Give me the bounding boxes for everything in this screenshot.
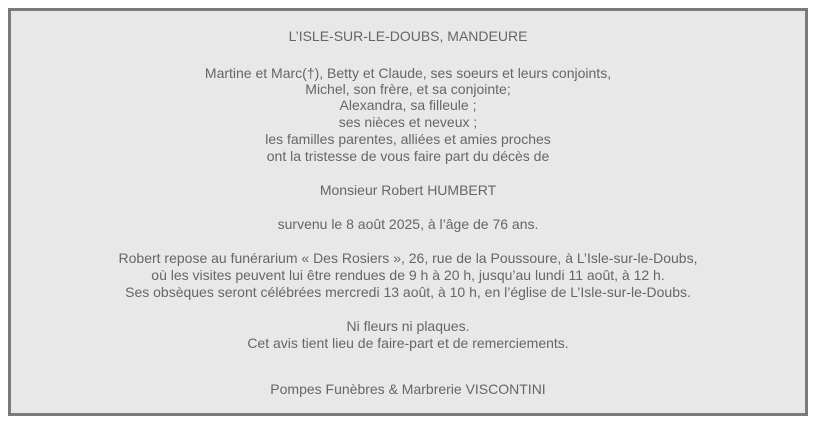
closing-line-2: Cet avis tient lieu de faire-part et de remerciements. (247, 335, 569, 351)
arrangement-line-1: Robert repose au funérarium « Des Rosiers », 26, rue de la Poussoure, à L’Isle-sur-le-Doubs, (118, 250, 698, 266)
family-line-2: Michel, son frère, et sa conjointe; (305, 81, 511, 97)
arrangement-line-3: Ses obsèques seront célébrées mercredi 13 août, à 10 h, en l’église de L’Isle-sur-le-Doubs. (125, 284, 691, 300)
obituary-notice (8, 8, 808, 416)
family-line-3: Alexandra, sa filleule ; (339, 97, 477, 113)
family-line-4: ses nièces et neveux ; (338, 114, 478, 130)
location-heading: L’ISLE-SUR-LE-DOUBS, MANDEURE (288, 28, 528, 44)
arrangement-line-2: où les visites peuvent lui être rendues de 9 h à 20 h, jusqu’au lundi 11 août, à 12 h. (151, 267, 665, 283)
death-info: survenu le 8 août 2025, à l’âge de 76 ans. (277, 216, 539, 232)
family-line-1: Martine et Marc(†), Betty et Claude, ses soeurs et leurs conjoints, (204, 65, 612, 81)
family-line-6: ont la tristesse de vous faire part du décès de (266, 148, 550, 164)
family-line-5: les familles parentes, alliées et amies proches (265, 131, 551, 147)
funeral-home-signature: Pompes Funèbres & Marbrerie VISCONTINI (270, 381, 546, 397)
closing-line-1: Ni fleurs ni plaques. (346, 318, 470, 334)
deceased-name: Monsieur Robert HUMBERT (319, 182, 497, 198)
